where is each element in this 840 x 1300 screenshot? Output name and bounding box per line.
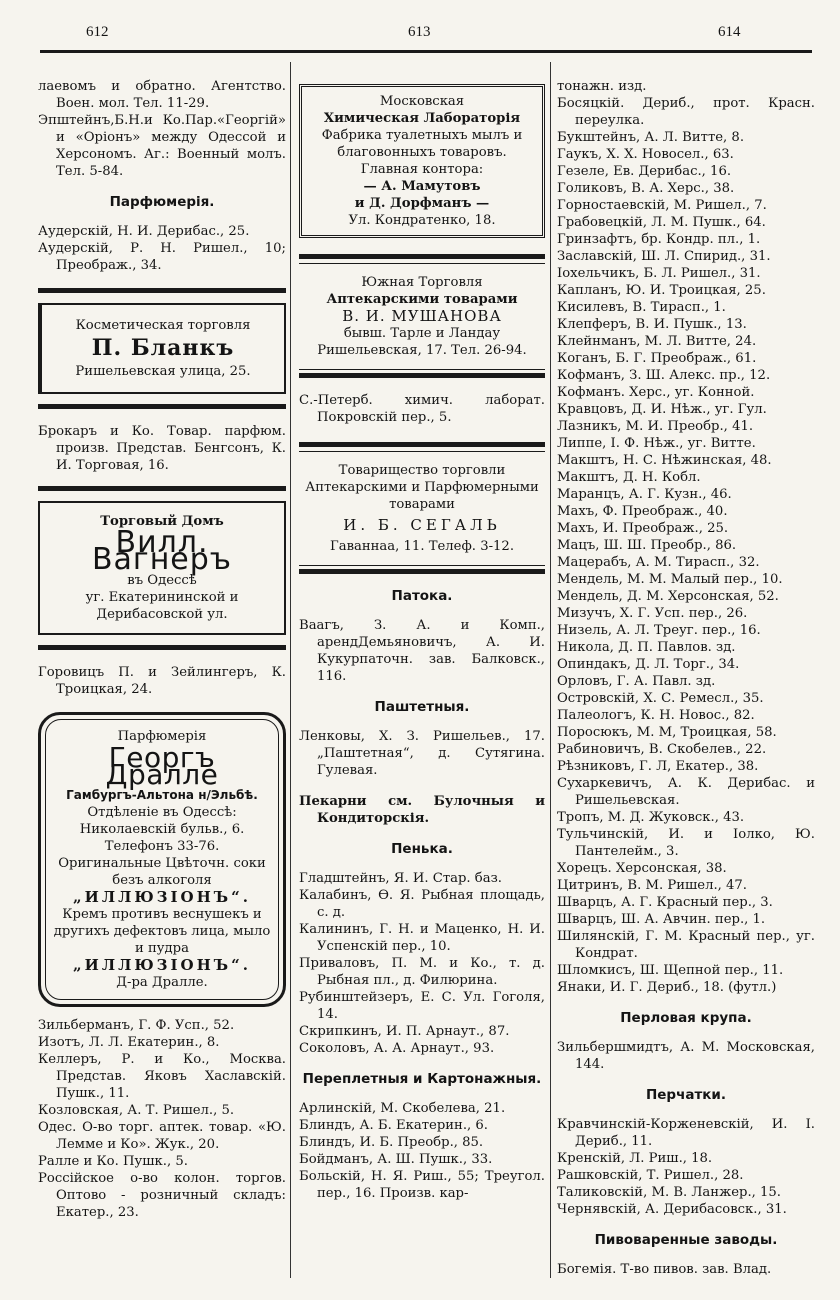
list-item: Блиндъ, А. Б. Екатерин., 6. (299, 1118, 488, 1133)
ad-line: Аптекарскими и Парфюмерными товарами (305, 480, 539, 512)
section-heading: Пенька. (391, 841, 453, 857)
list-item: Макштъ, Н. С. Нѣжинская, 48. (557, 453, 772, 468)
list-item: Низель, А. Л. Треуг. пер., 16. (557, 623, 761, 638)
list-item: С.-Петерб. химич. лаборат. Покровскій пер., 5. (299, 393, 545, 425)
section-heading: Патока. (391, 588, 453, 604)
ad-line: Южная Торговля (361, 275, 483, 290)
list-item: Островскій, Х. С. Ремесл., 35. (557, 691, 764, 706)
list-item: Тропъ, М. Д. Жуковск., 43. (557, 810, 745, 825)
list-item: Скрипкинъ, И. П. Арнаут., 87. (299, 1024, 510, 1039)
list-item: тонажн. изд. (557, 79, 647, 94)
ad-title: Аптекарскими товарами (326, 292, 518, 307)
ad-line: Д-ра Дралле. (116, 975, 208, 990)
divider (38, 645, 286, 650)
list-item: Рашковскій, Т. Ришел., 28. (557, 1168, 744, 1183)
divider (299, 569, 545, 574)
list-item: Маранцъ, А. Г. Кузн., 46. (557, 487, 732, 502)
ad-line: уг. Екатерининской и Дерибасовской ул. (85, 590, 239, 622)
list-item: Ленковы, Х. З. Ришельев., 17. „Паштетная“, д. Сутягина. Гулевая. (299, 729, 545, 778)
list-item: Тульчинскій, И. и Іолко, Ю. Пантелейм., 3. (557, 827, 815, 859)
section-heading: Перловая крупа. (620, 1010, 752, 1026)
ad-brand: „ИЛЛЮЗІОНЪ“. (73, 888, 251, 906)
ad-line: Отдѣленіе въ Одессѣ: (87, 805, 237, 820)
section-heading: Перчатки. (645, 1087, 727, 1103)
list-item: Опиндакъ, Д. Л. Торг., 34. (557, 657, 740, 672)
list-item: Калабинъ, Ѳ. Я. Рыбная площадь, с. д. (299, 888, 545, 920)
list-item: Кисилевъ, В. Тирасп., 1. (557, 300, 726, 315)
list-item: Горностаевскій, М. Ришел., 7. (557, 198, 767, 213)
ad-title: Вилл. Вагнеръ (91, 525, 233, 577)
list-item: Кренскій, Л. Риш., 18. (557, 1151, 713, 1166)
ad-title: В. И. МУШАНОВА (342, 307, 502, 325)
list-item: Больскій, Н. Я. Риш., 55; Треугол. пер., 16. Произв. кар- (299, 1169, 545, 1201)
list-item: Блиндъ, И. Б. Преобр., 85. (299, 1135, 484, 1150)
ad-line: Парфюмерія (117, 729, 207, 744)
list-item: Чернявскій, А. Дерибасовск., 31. (557, 1202, 787, 1217)
list-item: Кравцовъ, Д. И. Нѣж., уг. Гул. (557, 402, 767, 417)
ad-line: Оригинальные Цвѣточн. соки безъ алкоголя (58, 856, 266, 888)
ad-line: Косметическая торговля (75, 318, 251, 333)
list-item: Букштейнъ, А. Л. Витте, 8. (557, 130, 745, 145)
ad-line: Московская (379, 94, 465, 109)
divider (299, 263, 545, 264)
list-item: Заславскій, Ш. Л. Спирид., 31. (557, 249, 771, 264)
list-item: Кофманъ. Херс., уг. Конной. (557, 385, 755, 400)
list-item: Богемія. Т-во пивов. зав. Влад. (557, 1262, 772, 1277)
list-item: Хорецъ. Херсонская, 38. (557, 861, 727, 876)
list-item: Шварцъ, А. Г. Красный пер., 3. (557, 895, 773, 910)
list-item: Мацъ, Ш. Ш. Преобр., 86. (557, 538, 737, 553)
list-item: Босяцкій. Дериб., прот. Красн. переулка. (557, 96, 815, 128)
divider (38, 288, 286, 293)
list-item: Шилянскій, Г. М. Красный пер., уг. Кондрат. (557, 929, 815, 961)
list-item: Капланъ, Ю. И. Троицкая, 25. (557, 283, 766, 298)
ad-line: бывш. Тарле и Ландау (343, 326, 501, 341)
column-divider-1 (290, 62, 291, 1278)
ad-segal (299, 462, 545, 555)
ad-lab (299, 84, 545, 238)
divider (38, 404, 286, 409)
list-item: Келлеръ, Р. и Ко., Москва. Представ. Яковъ Хаславскій. Пушк., 11. (38, 1052, 286, 1101)
page-number-left: 612 (86, 24, 109, 40)
list-item: Гаукъ, Х. Х. Новосел., 63. (557, 147, 734, 162)
list-item: Кофманъ, З. Ш. Алекс. пр., 12. (557, 368, 771, 383)
list-item: Козловская, А. Т. Ришел., 5. (38, 1103, 235, 1118)
section-heading: Паштетныя. (374, 699, 470, 715)
ad-line: Ришельевская, 17. Тел. 26-94. (317, 343, 527, 358)
ad-wagner (38, 501, 286, 635)
ad-line: — А. Мамутовъ (363, 179, 481, 194)
list-item: Палеологъ, К. Н. Новос., 82. (557, 708, 755, 723)
ad-line: Телефонъ 33-76. (104, 839, 220, 854)
divider (299, 373, 545, 378)
list-item: Никола, Д. П. Павлов. зд. (557, 640, 736, 655)
ad-line: Фабрика туалетныхъ мылъ и благовонныхъ товаровъ. (321, 128, 523, 160)
column-614 (557, 78, 815, 1278)
list-item: Таликовскій, М. В. Ланжер., 15. (557, 1185, 781, 1200)
ad-title: И. Б. СЕГАЛЬ (343, 516, 501, 534)
ad-mushanova (299, 274, 545, 359)
column-612 (38, 78, 286, 1221)
list-item: Мацерабъ, А. М. Тирасп., 32. (557, 555, 760, 570)
divider (299, 442, 545, 447)
list-item: Бойдманъ, А. Ш. Пушк., 33. (299, 1152, 493, 1167)
column-613 (299, 78, 545, 1202)
list-item: Зильбершмидтъ, А. М. Московская, 144. (557, 1040, 815, 1072)
list-item: Клейнманъ, М. Л. Витте, 24. (557, 334, 757, 349)
list-item: Брокаръ и Ко. Товар. парфюм. произв. Представ. Бенгсонъ, К. И. Торговая, 16. (38, 424, 286, 473)
ad-line: Торговый Домъ (100, 514, 224, 529)
ad-line: Николаевскій бульв., 6. (79, 822, 245, 837)
list-item: Гринзафтъ, бр. Кондр. пл., 1. (557, 232, 761, 247)
divider (38, 486, 286, 491)
list-item: Рѣзниковъ, Г. Л, Екатер., 38. (557, 759, 759, 774)
ad-line: Гамбургъ-Альтона н/Эльбѣ. (66, 788, 258, 802)
section-heading: Пекарни см. Булочныя и Кондиторскія. (299, 794, 545, 826)
list-item: Одес. О-во торг. аптек. товар. «Ю. Лемме и Ко». Жук., 20. (38, 1120, 286, 1152)
ad-title: Георгъ Дралле (105, 741, 219, 791)
list-item: Эпштейнъ,Б.Н.и Ко.Пар.«Георгій» и «Оріонъ» между Одессой и Херсономъ. Аг.: Военный молъ. Тел. 5-84. (38, 113, 286, 179)
list-item: Мендель, М. М. Малый пер., 10. (557, 572, 783, 587)
divider (299, 451, 545, 452)
ad-title: Химическая Лабораторія (323, 111, 521, 126)
list-item: Макштъ, Д. Н. Кобл. (557, 470, 701, 485)
list-item: Зильберманъ, Г. Ф. Усп., 52. (38, 1018, 235, 1033)
list-item: Аудерскій, Р. Н. Ришел., 10; Преображ., 34. (38, 241, 286, 273)
ad-line: Главная контора: (360, 162, 484, 177)
list-item: Сухаркевичъ, А. К. Дерибас. и Ришельевская. (557, 776, 815, 808)
list-item: Шварцъ, Ш. А. Авчин. пер., 1. (557, 912, 766, 927)
list-item: Ралле и Ко. Пушк., 5. (38, 1154, 188, 1169)
list-item: Калининъ, Г. Н. и Маценко, Н. И. Успенскій пер., 10. (299, 922, 545, 954)
list-item: Голиковъ, В. А. Херс., 38. (557, 181, 735, 196)
page-number-right: 614 (718, 24, 741, 40)
list-item: Липпе, I. Ф. Нѣж., уг. Витте. (557, 436, 756, 451)
divider (299, 254, 545, 259)
list-item: Гладштейнъ, Я. И. Стар. баз. (299, 871, 502, 886)
list-item: Рубинштейзеръ, Е. С. Ул. Гоголя, 14. (299, 990, 545, 1022)
list-item: Арлинскій, М. Скобелева, 21. (299, 1101, 506, 1116)
divider (299, 369, 545, 370)
list-item: Мизучъ, Х. Г. Усп. пер., 26. (557, 606, 748, 621)
list-item: Россійское о-во колон. торгов. Оптово - розничный складъ: Екатер., 23. (38, 1171, 286, 1220)
section-heading: Пивоваренные заводы. (594, 1232, 778, 1248)
divider (299, 565, 545, 566)
ad-blank (38, 303, 286, 394)
list-item: Кравчинскій-Корженевскій, И. I. Дериб., 11. (557, 1117, 815, 1149)
list-item: Орловъ, Г. А. Павл. зд. (557, 674, 716, 689)
list-item: Махъ, Ф. Преображ., 40. (557, 504, 728, 519)
list-item: Янаки, И. Г. Дериб., 18. (футл.) (557, 980, 777, 995)
ad-line: Кремъ противъ веснушекъ и другихъ дефектовъ лица, мыло и пудра (53, 907, 271, 956)
list-item: Аудерскій, Н. И. Дерибас., 25. (38, 224, 250, 239)
ad-line: Ришельевская улица, 25. (75, 364, 251, 379)
list-item: Ваагъ, З. А. и Комп., арендДемьяновичъ, А. И. Кукурпаточн. зав. Балковск., 116. (299, 618, 545, 684)
page-number-center: 613 (408, 24, 431, 40)
ad-line: и Д. Дорфманъ — (354, 196, 490, 211)
list-item: Махъ, И. Преображ., 25. (557, 521, 729, 536)
ad-line: Товарищество торговли (338, 463, 506, 478)
ad-dralle (38, 712, 286, 1007)
list-item: лаевомъ и обратно. Агентство. Воен. мол. Тел. 11-29. (38, 79, 286, 111)
list-item: Іохельчикъ, Б. Л. Ришел., 31. (557, 266, 761, 281)
list-item: Поросюкъ, М. М, Троицкая, 58. (557, 725, 777, 740)
list-item: Клепферъ, В. И. Пушк., 13. (557, 317, 747, 332)
list-item: Мендель, Д. М. Херсонская, 52. (557, 589, 779, 604)
list-item: Горовицъ П. и Зейлингеръ, К. Троицкая, 24. (38, 665, 286, 697)
list-item: Грабовецкій, Л. М. Пушк., 64. (557, 215, 766, 230)
section-heading: Переплетныя и Картонажныя. (302, 1071, 542, 1087)
column-divider-2 (550, 62, 551, 1278)
list-item: Приваловъ, П. М. и Ко., т. д. Рыбная пл., д. Филюрина. (299, 956, 545, 988)
list-item: Соколовъ, А. А. Арнаут., 93. (299, 1041, 495, 1056)
list-item: Коганъ, Б. Г. Преображ., 61. (557, 351, 757, 366)
header-rule (40, 50, 812, 53)
ad-line: Гаваннаа, 11. Телеф. 3-12. (329, 539, 515, 554)
list-item: Гезеле, Ев. Дерибас., 16. (557, 164, 732, 179)
ad-line: Ул. Кондратенко, 18. (348, 213, 496, 228)
list-item: Цитринъ, В. М. Ришел., 47. (557, 878, 747, 893)
ad-line: въ Одессѣ (127, 573, 197, 588)
list-item: Шломкисъ, Ш. Щепной пер., 11. (557, 963, 784, 978)
list-item: Рабиновичъ, В. Скобелев., 22. (557, 742, 767, 757)
ad-brand: „ИЛЛЮЗІОНЪ“. (73, 956, 251, 974)
section-heading: Парфюмерія. (109, 194, 215, 210)
list-item: Лазникъ, М. И. Преобр., 41. (557, 419, 754, 434)
list-item: Изотъ, Л. Л. Екатерин., 8. (38, 1035, 220, 1050)
ad-title: П. Бланкъ (91, 335, 235, 361)
